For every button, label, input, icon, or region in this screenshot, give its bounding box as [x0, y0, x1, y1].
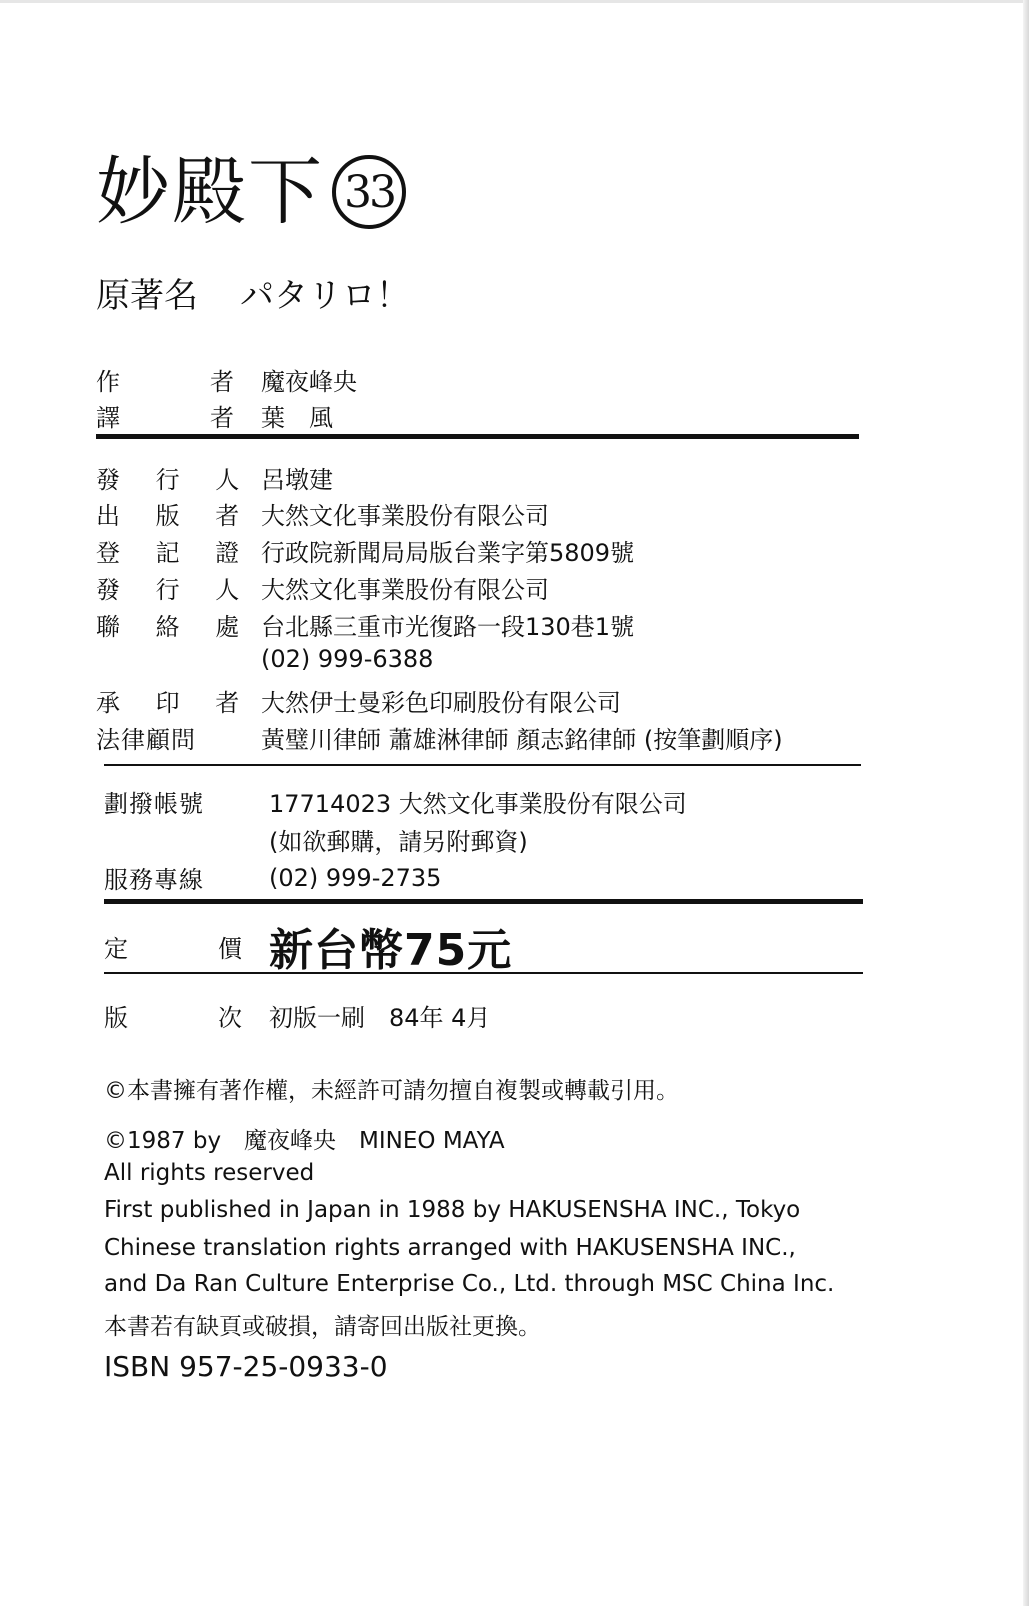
damage-notice: 本書若有缺頁或破損，請寄回出版社更換。 [104, 1314, 541, 1340]
publication-line: First published in Japan in 1988 by HAKUSENSHA INC., Tokyo [104, 1197, 801, 1223]
credit-value: 魔夜峰央 [261, 368, 357, 396]
pub-value: (02) 999-6388 [261, 645, 434, 673]
translation-line: Chinese translation rights arranged with HAKUSENSHA INC., [104, 1235, 796, 1261]
price-row [104, 918, 512, 974]
title-text: 妙殿下 [96, 149, 324, 235]
pub-label: 登 記 證 [96, 539, 254, 567]
edition-row [104, 998, 490, 1033]
page-right-edge [1023, 0, 1029, 1606]
credit-value: 葉 風 [261, 404, 333, 432]
isbn: ISBN 957-25-0933-0 [104, 1350, 388, 1383]
account-row [104, 822, 528, 857]
pub-label: 法律顧問 [96, 726, 196, 754]
divider-thick [104, 899, 863, 904]
pub-label: 發 行 人 [96, 576, 254, 604]
original-title [96, 268, 410, 317]
volume-number-circle: 33 [332, 155, 406, 229]
agency-line: and Da Ran Culture Enterprise Co., Ltd. through MSC China Inc. [104, 1271, 835, 1297]
page-top-edge [0, 0, 1029, 3]
account-value: 17714023 大然文化事業股份有限公司 [269, 790, 687, 818]
pub-row [96, 683, 621, 718]
original-title-value: パタリロ！ [240, 276, 410, 316]
pub-value: 大然伊士曼彩色印刷股份有限公司 [261, 689, 621, 717]
pub-label: 出 版 者 [96, 502, 254, 530]
book-title [96, 142, 406, 242]
account-label: 劃撥帳號 [104, 790, 204, 818]
credit-label: 譯 者 [96, 404, 248, 432]
pub-row [96, 570, 549, 605]
edition-label: 版 次 [104, 1004, 256, 1032]
pub-row [96, 720, 783, 755]
pub-row [96, 533, 634, 568]
pub-row [96, 645, 433, 673]
account-row [104, 860, 441, 895]
copyright-line: ©1987 by 魔夜峰央 MINEO MAYA [104, 1128, 505, 1154]
pub-row [96, 460, 333, 495]
pub-value: 台北縣三重市光復路一段130巷1號 [261, 613, 635, 641]
divider-thick [96, 434, 859, 439]
credit-row-author [96, 362, 357, 397]
pub-label: 發 行 人 [96, 466, 254, 494]
account-value: (如欲郵購，請另附郵資) [269, 828, 528, 856]
pub-value: 行政院新聞局局版台業字第5809號 [261, 539, 635, 567]
account-label: 服務專線 [104, 866, 204, 894]
pub-value: 大然文化事業股份有限公司 [261, 576, 549, 604]
original-title-label: 原著名 [96, 276, 198, 316]
account-value: (02) 999-2735 [269, 863, 442, 892]
credit-row-translator [96, 398, 333, 433]
pub-value: 大然文化事業股份有限公司 [261, 502, 549, 530]
account-row [104, 784, 687, 819]
credit-label: 作 者 [96, 368, 248, 396]
price-value: 新台幣75元 [269, 925, 513, 976]
price-label: 定 價 [104, 934, 256, 963]
divider-thin [104, 764, 861, 766]
pub-value: 黃璧川律師 蕭雄淋律師 顏志銘律師 (按筆劃順序) [261, 726, 783, 754]
rights-line: All rights reserved [104, 1160, 315, 1186]
pub-label: 聯 絡 處 [96, 613, 254, 641]
pub-value: 呂墩建 [261, 466, 333, 494]
divider-thin [104, 972, 863, 974]
copyright-notice: ©本書擁有著作權，未經許可請勿擅自複製或轉載引用。 [104, 1078, 679, 1104]
pub-label: 承 印 者 [96, 689, 254, 717]
edition-value: 初版一刷 84年 4月 [269, 1004, 491, 1032]
pub-row [96, 496, 549, 531]
pub-row [96, 607, 634, 642]
